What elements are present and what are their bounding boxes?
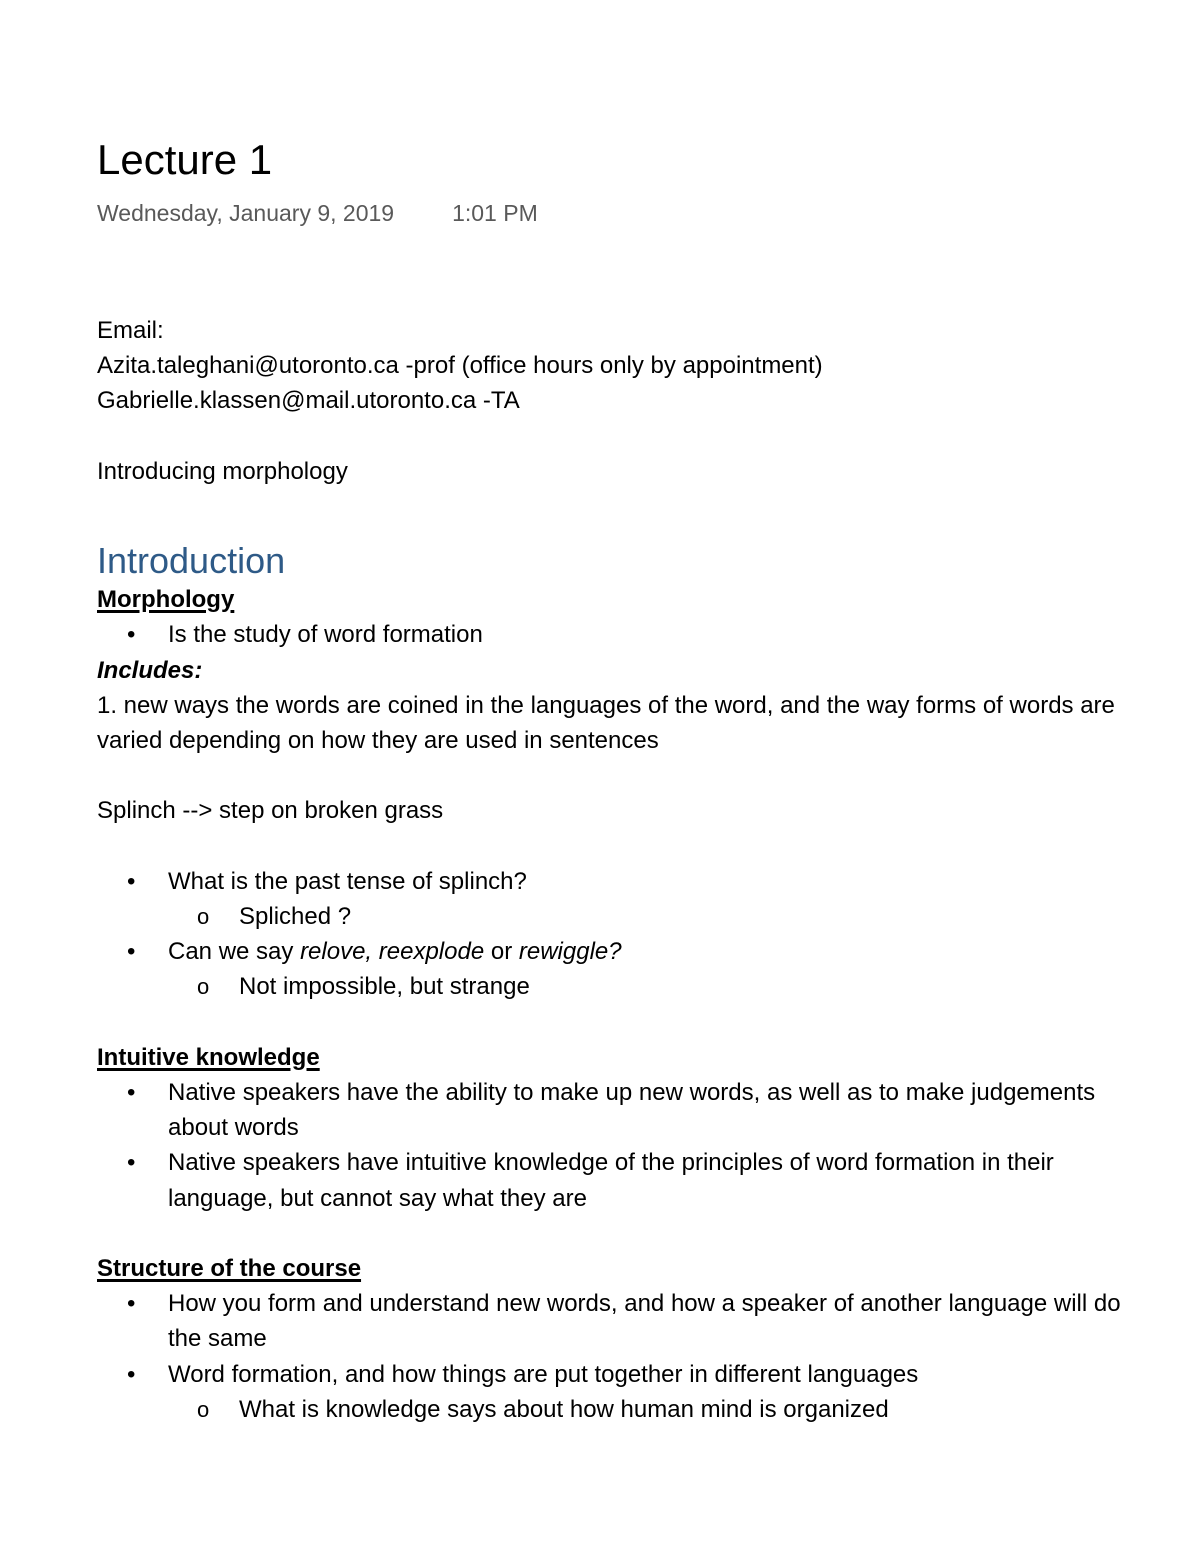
spacer: [97, 1005, 1127, 1040]
question-text: or: [484, 938, 519, 966]
question-text: Can we say: [168, 938, 301, 966]
email-label: Email:: [97, 317, 164, 344]
sub-list-item: o Spliched ?: [97, 899, 1127, 934]
ta-email-line: Gabrielle.klassen@mail.utoronto.ca -TA: [97, 387, 520, 415]
example-line: Splinch --> step on broken grass: [97, 797, 444, 825]
introduction-heading: Introduction: [97, 540, 286, 582]
page-date: Wednesday, January 9, 2019: [97, 200, 395, 226]
spacer: [97, 829, 1127, 864]
spacer: [97, 1216, 1127, 1251]
includes-item: 1. new ways the words are coined in the languages of the word, and the way forms of words are varied depending on how they are used in sentences: [97, 691, 1115, 754]
list-item: • Is the study of word formation: [97, 617, 1127, 652]
morphology-heading: Morphology: [97, 586, 235, 614]
list-item: • Native speakers have the ability to make up new words, as well as to make judgements about words: [97, 1075, 1127, 1145]
includes-label: Includes:: [97, 656, 203, 684]
prof-email-line: Azita.taleghani@utoronto.ca -prof (office hours only by appointment): [97, 352, 823, 380]
spacer: [97, 758, 1127, 793]
spacer: [97, 489, 1127, 524]
spacer: [97, 419, 1127, 454]
intuitive-knowledge-heading: Intuitive knowledge: [97, 1043, 320, 1071]
list-item: • Word formation, and how things are put together in different languages: [97, 1357, 1127, 1392]
course-structure-heading: Structure of the course: [97, 1254, 362, 1282]
list-item: • How you form and understand new words, and how a speaker of another language will do the same: [97, 1286, 1127, 1356]
question-italic-words: relove, reexplode: [300, 938, 485, 966]
list-item: [97, 934, 1127, 969]
sub-list-item: o Not impossible, but strange: [97, 969, 1127, 1004]
page-time: 1:01 PM: [452, 200, 538, 226]
list-item: • Native speakers have intuitive knowledge of the principles of word formation in their language, but cannot say what they are: [97, 1145, 1127, 1215]
note-body: [97, 313, 1127, 1427]
page-title: Lecture 1: [97, 136, 273, 183]
topic-line: Introducing morphology: [97, 457, 348, 485]
sub-list-item: o What is knowledge says about how human mind is organized: [97, 1392, 1127, 1427]
list-item: • What is the past tense of splinch?: [97, 864, 1127, 899]
question-italic-word: rewiggle?: [518, 938, 622, 966]
page-timestamp: [97, 198, 538, 228]
